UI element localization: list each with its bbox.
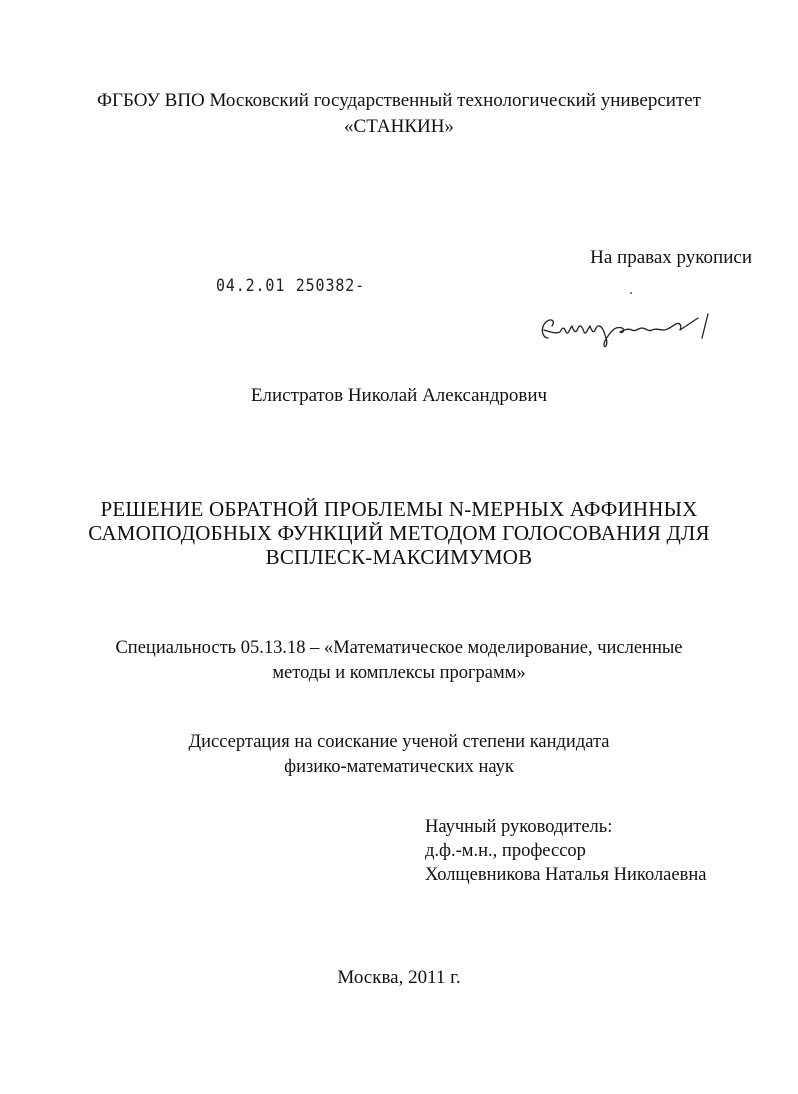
title-line-3: ВСПЛЕСК-МАКСИМУМОВ [265,545,533,569]
registration-stamp [216,276,365,296]
manuscript-rights-label: На правах рукописи [590,247,752,268]
ink-dot [630,292,632,294]
specialty-line-2: методы и комплексы программ» [272,663,526,683]
stamp-code: 04.2.01 [216,276,286,296]
institution-line-2: «СТАНКИН» [344,116,454,137]
title-line-1: РЕШЕНИЕ ОБРАТНОЙ ПРОБЛЕМЫ N-МЕРНЫХ АФФИННЫХ [100,497,698,521]
author-name: Елистратов Николай Александрович [250,385,548,406]
supervisor-block [425,815,706,887]
supervisor-name: Холщевникова Наталья Николаевна [425,865,707,885]
stamp-suffix: - [355,276,366,296]
degree-line-2: физико-математических наук [284,757,514,777]
institution-line-1: ФГБОУ ВПО Московский государственный технологический университет [97,90,701,111]
institution-header [0,88,798,140]
handwritten-signature [536,308,722,348]
stamp-number: 250382 [295,276,356,296]
supervisor-degree: д.ф.-м.н., профессор [425,841,586,861]
specialty-line-1: Специальность 05.13.18 – «Математическое моделирование, численные [115,638,683,658]
specialty-text [0,636,798,686]
title-line-2: САМОПОДОБНЫХ ФУНКЦИЙ МЕТОДОМ ГОЛОСОВАНИЯ ДЛЯ [88,521,710,545]
degree-line-1: Диссертация на соискание ученой степени кандидата [188,732,610,752]
city-year: Москва, 2011 г. [337,967,461,988]
supervisor-label: Научный руководитель: [425,817,613,837]
degree-statement [0,730,798,780]
dissertation-title [0,497,798,569]
